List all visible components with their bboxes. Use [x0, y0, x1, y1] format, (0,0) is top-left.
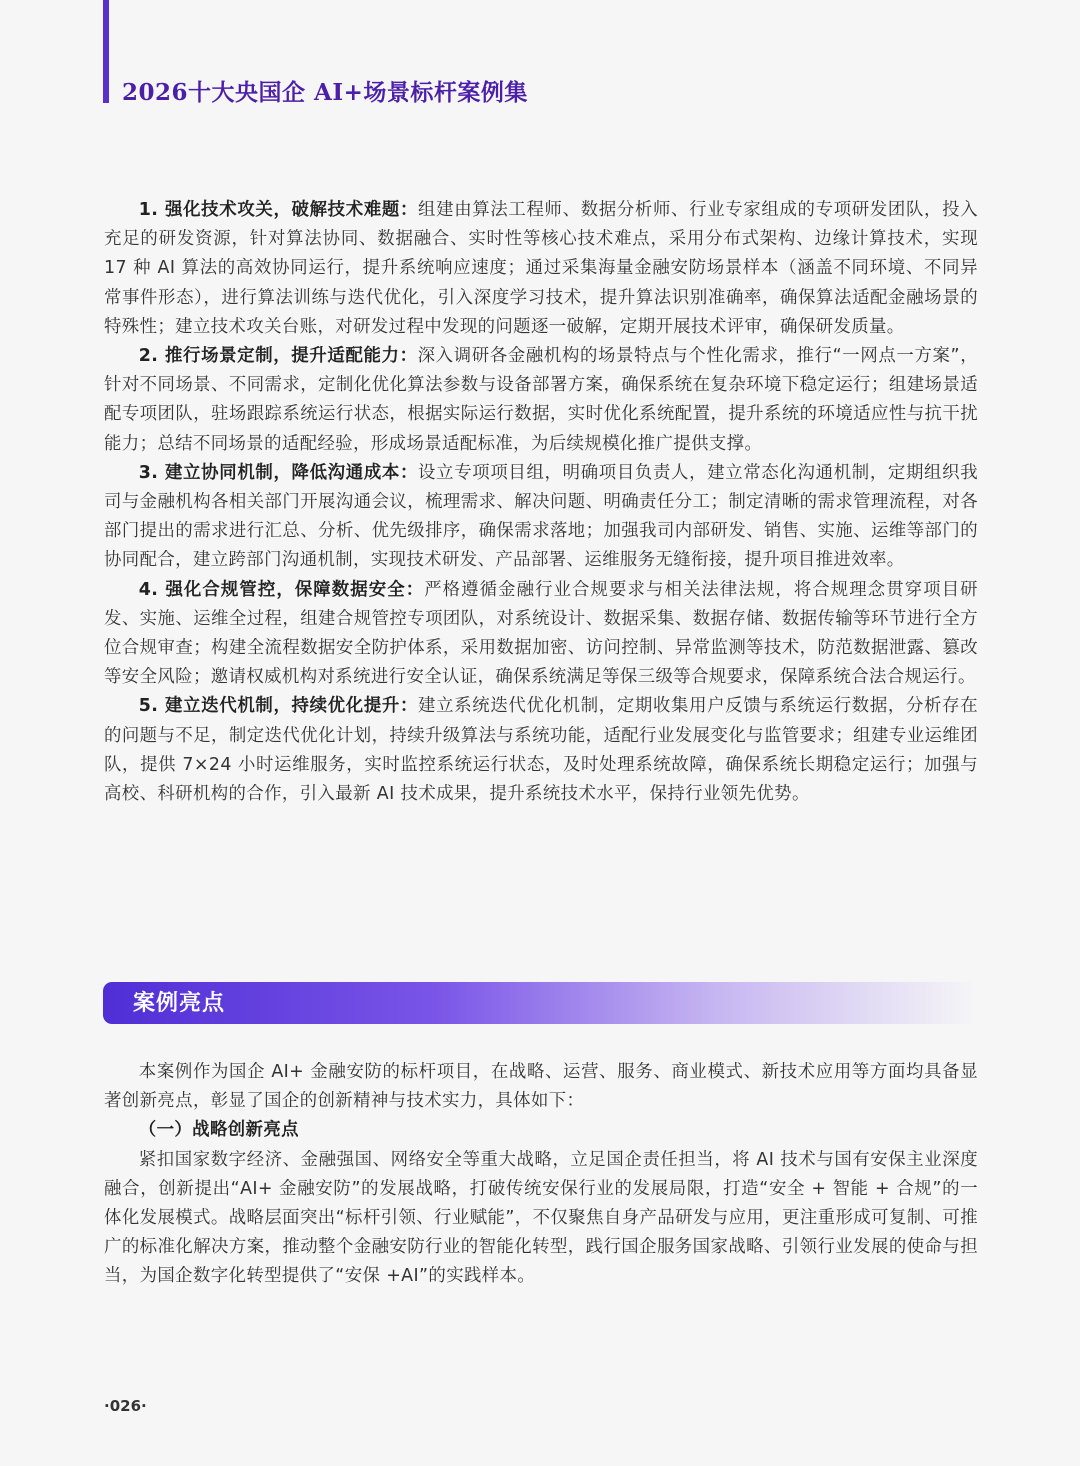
measure-heading: 4. 强化合规管控，保障数据安全： [138, 579, 425, 600]
measure-text: 建立系统迭代优化机制，定期收集用户反馈与系统运行数据，分析存在的问题与不足，制定迭代优化计划，持续升级算法与系统功能，适配行业发展变化与监管要求；组建专业运维团队，提供 7×24 小时运维服务，实时监控系统运行状态，及时处理系统故障，确保系统长期稳定运行；加强与高校、科研机构的合作，引入最新 AI 技术成果，提升系统技术水平，保持行业领先优势。 [104, 696, 978, 805]
measure-heading: 2. 推行场景定制，提升适配能力： [138, 346, 418, 367]
measure-heading: 1. 强化技术攻关，破解技术难题： [138, 200, 419, 220]
highlights-intro: 本案例作为国企 AI+ 金融安防的标杆项目，在战略、运营、服务、商业模式、新技术应用等方面均具备显著创新亮点，彰显了国企的创新精神与技术实力，具体如下： [104, 1062, 978, 1112]
strategy-subheading: （一）战略创新亮点 [138, 1120, 299, 1141]
section-title: 案例亮点 [133, 991, 226, 1016]
measure-paragraph-4 [104, 576, 978, 693]
measure-heading: 3. 建立协同机制，降低沟通成本： [138, 462, 419, 483]
measures-section [104, 196, 978, 809]
strategy-paragraph: 紧扣国家数字经济、金融强国、网络安全等重大战略，立足国企责任担当，将 AI 技术与国有安保主业深度融合，创新提出“AI+ 金融安防”的发展战略，打破传统安保行业的发展局限，打造“安全 + 智能 + 合规”的一体化发展模式。战略层面突出“标杆引领、行业赋能”，不仅聚焦自身产品研发与应用，更注重形成可复制、可推广的标准化解决方案，推动整个金融安防行业的智能化转型，践行国企服务国家战略、引领行业发展的使命与担当，为国企数字化转型提供了“安保 +AI”的实践样本。 [104, 1149, 978, 1287]
measure-paragraph-3 [104, 459, 978, 576]
measure-paragraph-1 [104, 196, 978, 342]
highlights-section [104, 1058, 978, 1292]
measure-text: 设立专项项目组，明确项目负责人，建立常态化沟通机制，定期组织我司与金融机构各相关部门开展沟通会议，梳理需求、解决问题、明确责任分工；制定清晰的需求管理流程，对各部门提出的需求进行汇总、分析、优先级排序，确保需求落地；加强我司内部研发、销售、实施、运维等部门的协同配合，建立跨部门沟通机制，实现技术研发、产品部署、运维服务无缝衔接，提升项目推进效率。 [104, 462, 978, 571]
measure-text: 组建由算法工程师、数据分析师、行业专家组成的专项研发团队，投入充足的研发资源，针对算法协同、数据融合、实时性等核心技术难点，采用分布式架构、边缘计算技术，实现 17 种 AI 算法的高效协同运行，提升系统响应速度；通过采集海量金融安防场景样本（涵盖不同环境、不同异常事件形态），进行算法训练与迭代优化，引入深度学习技术，提升算法识别准确率，确保算法适配金融场景的特殊性；建立技术攻关台账，对研发过程中发现的问题逐一破解，定期开展技术评审，确保研发质量。 [104, 200, 978, 337]
measure-text: 严格遵循金融行业合规要求与相关法律法规，将合规理念贯穿项目研发、实施、运维全过程，组建合规管控专项团队，对系统设计、数据采集、数据存储、数据传输等环节进行全方位合规审查；构建全流程数据安全防护体系，采用数据加密、访问控制、异常监测等技术，防范数据泄露、篡改等安全风险；邀请权威机构对系统进行安全认证，确保系统满足等保三级等合规要求，保障系统合法合规运行。 [104, 579, 978, 688]
section-banner-highlights [103, 982, 978, 1024]
measure-paragraph-2 [104, 342, 978, 459]
document-header-title: 2026十大央国企 AI+场景标杆案例集 [122, 79, 528, 106]
measure-text: 深入调研各金融机构的场景特点与个性化需求，推行“一网点一方案”，针对不同场景、不同需求，定制化优化算法参数与设备部署方案，确保系统在复杂环境下稳定运行；组建场景适配专项团队，驻场跟踪系统运行状态，根据实际运行数据，实时优化系统配置，提升系统的环境适应性与抗干扰能力；总结不同场景的适配经验，形成场景适配标准，为后续规模化推广提供支撑。 [104, 346, 978, 454]
measure-paragraph-5 [104, 692, 978, 809]
page-number: ·026· [104, 1397, 147, 1415]
header-accent-bar [103, 0, 109, 103]
measure-heading: 5. 建立迭代机制，持续优化提升： [138, 696, 419, 717]
